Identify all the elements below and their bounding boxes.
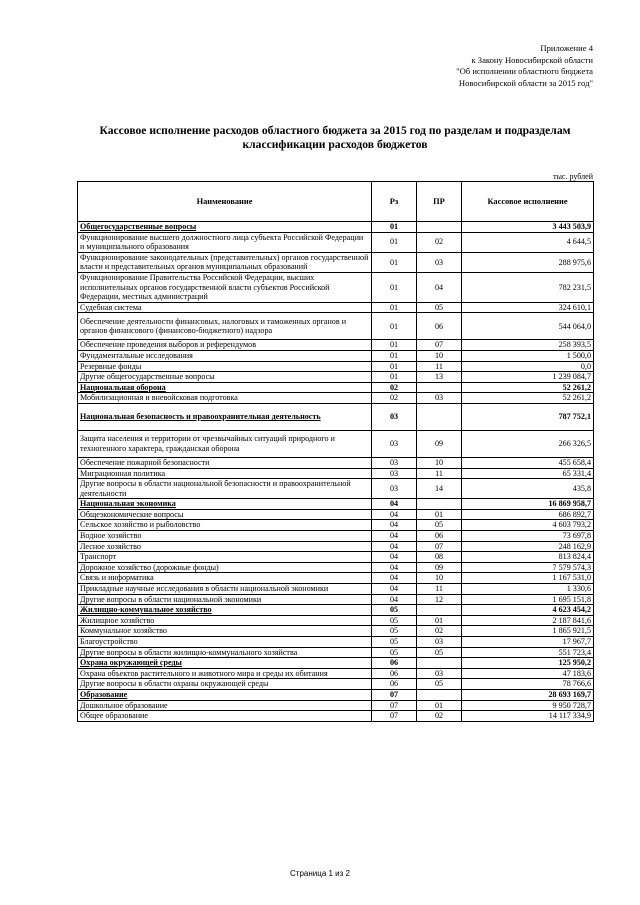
table-section-row [78, 499, 594, 510]
cell-pr [417, 222, 462, 233]
cell-rz: 05 [372, 605, 417, 616]
table-row [78, 647, 594, 658]
table-row [78, 393, 594, 404]
cell-rz: 04 [372, 552, 417, 563]
cell-name: Другие вопросы в области охраны окружающей среды [78, 679, 372, 690]
cell-rz: 05 [372, 637, 417, 648]
cell-rz: 06 [372, 679, 417, 690]
table-row [78, 252, 594, 272]
cell-name: Общеэкономические вопросы [78, 509, 372, 520]
cell-amount: 16 869 958,7 [462, 499, 594, 510]
cell-pr: 07 [417, 541, 462, 552]
cell-pr [417, 403, 462, 430]
cell-name: Дорожное хозяйство (дорожные фонды) [78, 562, 372, 573]
table-section-row [78, 222, 594, 233]
cell-amount: 0,0 [462, 361, 594, 372]
cell-rz: 04 [372, 520, 417, 531]
table-row [78, 520, 594, 531]
cell-amount: 2 187 841,6 [462, 615, 594, 626]
cell-name: Другие вопросы в области национальной безопасности и правоохранительной деятельности [78, 479, 372, 499]
cell-rz: 04 [372, 531, 417, 542]
table-row [78, 594, 594, 605]
cell-rz: 04 [372, 584, 417, 595]
cell-pr: 05 [417, 520, 462, 531]
cell-name: Охрана объектов растительного и животного мира и среды их обитания [78, 668, 372, 679]
cell-name: Связь и информатика [78, 573, 372, 584]
budget-table [77, 181, 594, 722]
cell-amount: 1 167 531,0 [462, 573, 594, 584]
cell-name: Судебная система [78, 302, 372, 313]
table-row [78, 457, 594, 468]
cell-rz: 07 [372, 689, 417, 700]
cell-pr: 06 [417, 313, 462, 340]
cell-name: Национальная оборона [78, 382, 372, 393]
table-section-row [78, 382, 594, 393]
cell-pr: 08 [417, 552, 462, 563]
table-row [78, 468, 594, 479]
cell-name: Лесное хозяйство [78, 541, 372, 552]
appendix-line-4: Новосибирской области за 2015 год" [458, 77, 593, 88]
cell-pr: 04 [417, 272, 462, 302]
cell-amount: 686 892,7 [462, 509, 594, 520]
table-row [78, 615, 594, 626]
cell-name: Другие вопросы в области жилищно-коммунального хозяйства [78, 647, 372, 658]
table-row [78, 711, 594, 722]
table-row [78, 668, 594, 679]
cell-amount: 551 723,4 [462, 647, 594, 658]
cell-amount: 266 326,5 [462, 430, 594, 457]
cell-rz: 01 [372, 361, 417, 372]
cell-name: Общее образование [78, 711, 372, 722]
appendix-line-3: "Об исполнении областного бюджета [456, 66, 593, 76]
cell-rz: 02 [372, 382, 417, 393]
cell-amount: 4 623 454,2 [462, 605, 594, 616]
table-row [78, 302, 594, 313]
table-row [78, 361, 594, 372]
cell-rz: 01 [372, 302, 417, 313]
cell-rz: 03 [372, 403, 417, 430]
cell-pr: 13 [417, 372, 462, 383]
header-pr: ПР [417, 182, 462, 222]
table-row [78, 637, 594, 648]
cell-name: Обеспечение деятельности финансовых, налоговых и таможенных органов и органов финансового (финансово-бюджетного) надзора [78, 313, 372, 340]
cell-amount: 435,8 [462, 479, 594, 499]
cell-rz: 01 [372, 252, 417, 272]
cell-name: Общегосударственные вопросы [78, 222, 372, 233]
cell-name: Защита населения и территории от чрезвычайных ситуаций природного и техногенного характера, гражданская оборона [78, 430, 372, 457]
cell-pr: 01 [417, 509, 462, 520]
cell-name: Коммунальное хозяйство [78, 626, 372, 637]
cell-rz: 01 [372, 372, 417, 383]
cell-amount: 1 239 084,7 [462, 372, 594, 383]
cell-rz: 01 [372, 272, 417, 302]
cell-amount: 3 443 503,9 [462, 222, 594, 233]
cell-pr [417, 658, 462, 669]
cell-amount: 14 117 334,9 [462, 711, 594, 722]
cell-pr: 14 [417, 479, 462, 499]
cell-pr: 05 [417, 679, 462, 690]
cell-pr: 09 [417, 430, 462, 457]
table-section-row [78, 403, 594, 430]
cell-name: Мобилизационная и вневойсковая подготовка [78, 393, 372, 404]
cell-name: Национальная безопасность и правоохранительная деятельность [78, 403, 372, 430]
cell-rz: 06 [372, 658, 417, 669]
cell-amount: 787 752,1 [462, 403, 594, 430]
header-amount: Кассовое исполнение [462, 182, 594, 222]
appendix-line-1: Приложение 4 [540, 43, 593, 53]
cell-pr: 10 [417, 350, 462, 361]
cell-amount: 9 950 728,7 [462, 700, 594, 711]
appendix-line-2: к Закону Новосибирской области [471, 54, 593, 65]
cell-pr: 07 [417, 340, 462, 351]
cell-amount: 78 766,6 [462, 679, 594, 690]
table-row [78, 584, 594, 595]
cell-pr: 10 [417, 457, 462, 468]
cell-pr: 01 [417, 700, 462, 711]
cell-rz: 04 [372, 573, 417, 584]
cell-name: Водное хозяйство [78, 531, 372, 542]
cell-amount: 1 695 151,8 [462, 594, 594, 605]
cell-rz: 02 [372, 393, 417, 404]
cell-amount: 782 231,5 [462, 272, 594, 302]
cell-pr [417, 382, 462, 393]
cell-rz: 03 [372, 430, 417, 457]
cell-rz: 04 [372, 541, 417, 552]
appendix-note [456, 43, 593, 89]
header-rz: Рз [372, 182, 417, 222]
cell-pr: 02 [417, 711, 462, 722]
table-row [78, 626, 594, 637]
cell-pr: 06 [417, 531, 462, 542]
cell-name: Другие вопросы в области национальной экономики [78, 594, 372, 605]
cell-rz: 07 [372, 700, 417, 711]
cell-amount: 258 393,5 [462, 340, 594, 351]
cell-rz: 05 [372, 626, 417, 637]
cell-name: Охрана окружающей среды [78, 658, 372, 669]
table-row [78, 552, 594, 563]
cell-name: Обеспечение пожарной безопасности [78, 457, 372, 468]
cell-rz: 04 [372, 562, 417, 573]
table-header-row [78, 182, 594, 222]
cell-amount: 1 865 921,5 [462, 626, 594, 637]
cell-rz: 06 [372, 668, 417, 679]
cell-rz: 07 [372, 711, 417, 722]
cell-amount: 4 644,5 [462, 232, 594, 252]
cell-rz: 04 [372, 594, 417, 605]
cell-amount: 455 658,4 [462, 457, 594, 468]
cell-name: Функционирование законодательных (представительных) органов государственной власти и представительных органов муниципальных образований [78, 252, 372, 272]
cell-rz: 04 [372, 499, 417, 510]
cell-amount: 47 183,6 [462, 668, 594, 679]
cell-pr: 02 [417, 232, 462, 252]
table-row [78, 313, 594, 340]
cell-name: Дошкольное образование [78, 700, 372, 711]
table-row [78, 232, 594, 252]
table-row [78, 541, 594, 552]
table-section-row [78, 689, 594, 700]
document-title [70, 124, 600, 152]
table-row [78, 679, 594, 690]
cell-rz: 01 [372, 340, 417, 351]
cell-amount: 7 579 574,3 [462, 562, 594, 573]
cell-name: Благоустройство [78, 637, 372, 648]
cell-pr: 03 [417, 393, 462, 404]
cell-rz: 03 [372, 468, 417, 479]
cell-pr: 11 [417, 361, 462, 372]
table-row [78, 340, 594, 351]
cell-amount: 1 500,0 [462, 350, 594, 361]
table-row [78, 372, 594, 383]
cell-pr [417, 605, 462, 616]
table-row [78, 573, 594, 584]
cell-amount: 4 603 793,2 [462, 520, 594, 531]
cell-name: Жилищно-коммунальное хозяйство [78, 605, 372, 616]
table-row [78, 479, 594, 499]
title-line-1: Кассовое исполнение расходов областного бюджета за 2015 год по разделам и подразделам [99, 124, 571, 137]
cell-name: Сельское хозяйство и рыболовство [78, 520, 372, 531]
cell-amount: 65 331,4 [462, 468, 594, 479]
cell-pr: 02 [417, 626, 462, 637]
cell-pr: 05 [417, 302, 462, 313]
table-row [78, 350, 594, 361]
cell-name: Резервные фонды [78, 361, 372, 372]
cell-amount: 1 330,6 [462, 584, 594, 595]
cell-amount: 544 064,0 [462, 313, 594, 340]
cell-amount: 28 693 169,7 [462, 689, 594, 700]
cell-rz: 01 [372, 222, 417, 233]
cell-amount: 125 950,2 [462, 658, 594, 669]
cell-name: Транспорт [78, 552, 372, 563]
cell-amount: 73 697,8 [462, 531, 594, 542]
cell-rz: 01 [372, 313, 417, 340]
cell-name: Национальная экономика [78, 499, 372, 510]
cell-name: Жилищное хозяйство [78, 615, 372, 626]
cell-pr: 09 [417, 562, 462, 573]
table-row [78, 531, 594, 542]
cell-amount: 288 975,6 [462, 252, 594, 272]
cell-pr: 10 [417, 573, 462, 584]
table-row [78, 272, 594, 302]
cell-name: Образование [78, 689, 372, 700]
cell-rz: 03 [372, 457, 417, 468]
cell-rz: 01 [372, 232, 417, 252]
cell-pr: 11 [417, 468, 462, 479]
cell-pr: 01 [417, 615, 462, 626]
cell-pr [417, 499, 462, 510]
table-row [78, 430, 594, 457]
table-row [78, 509, 594, 520]
cell-pr: 03 [417, 637, 462, 648]
table-row [78, 562, 594, 573]
page-footer: Страница 1 из 2 [290, 869, 350, 878]
table-row [78, 700, 594, 711]
cell-rz: 01 [372, 350, 417, 361]
cell-name: Функционирование высшего должностного лица субъекта Российской Федерации и муниципального образования [78, 232, 372, 252]
title-line-2: классификации расходов бюджетов [242, 138, 428, 151]
cell-name: Миграционная политика [78, 468, 372, 479]
cell-amount: 248 162,9 [462, 541, 594, 552]
cell-pr: 03 [417, 252, 462, 272]
cell-amount: 52 261,2 [462, 382, 594, 393]
cell-name: Фундаментальные исследования [78, 350, 372, 361]
cell-pr: 05 [417, 647, 462, 658]
cell-amount: 52 261,2 [462, 393, 594, 404]
cell-rz: 03 [372, 479, 417, 499]
cell-name: Функционирование Правительства Российской Федерации, высших исполнительных органов государственной власти субъектов Российской Федерации, местных администраций [78, 272, 372, 302]
cell-amount: 813 824,4 [462, 552, 594, 563]
cell-rz: 05 [372, 615, 417, 626]
cell-name: Обеспечение проведения выборов и референдумов [78, 340, 372, 351]
cell-rz: 04 [372, 509, 417, 520]
table-section-row [78, 658, 594, 669]
header-name: Наименование [78, 182, 372, 222]
cell-pr: 12 [417, 594, 462, 605]
cell-amount: 324 610,1 [462, 302, 594, 313]
table-body [78, 222, 594, 722]
cell-rz: 05 [372, 647, 417, 658]
cell-name: Прикладные научные исследования в области национальной экономики [78, 584, 372, 595]
cell-pr: 03 [417, 668, 462, 679]
units-label: тыс. рублей [553, 172, 593, 181]
cell-pr: 11 [417, 584, 462, 595]
cell-name: Другие общегосударственные вопросы [78, 372, 372, 383]
cell-pr [417, 689, 462, 700]
table-section-row [78, 605, 594, 616]
cell-amount: 17 967,7 [462, 637, 594, 648]
